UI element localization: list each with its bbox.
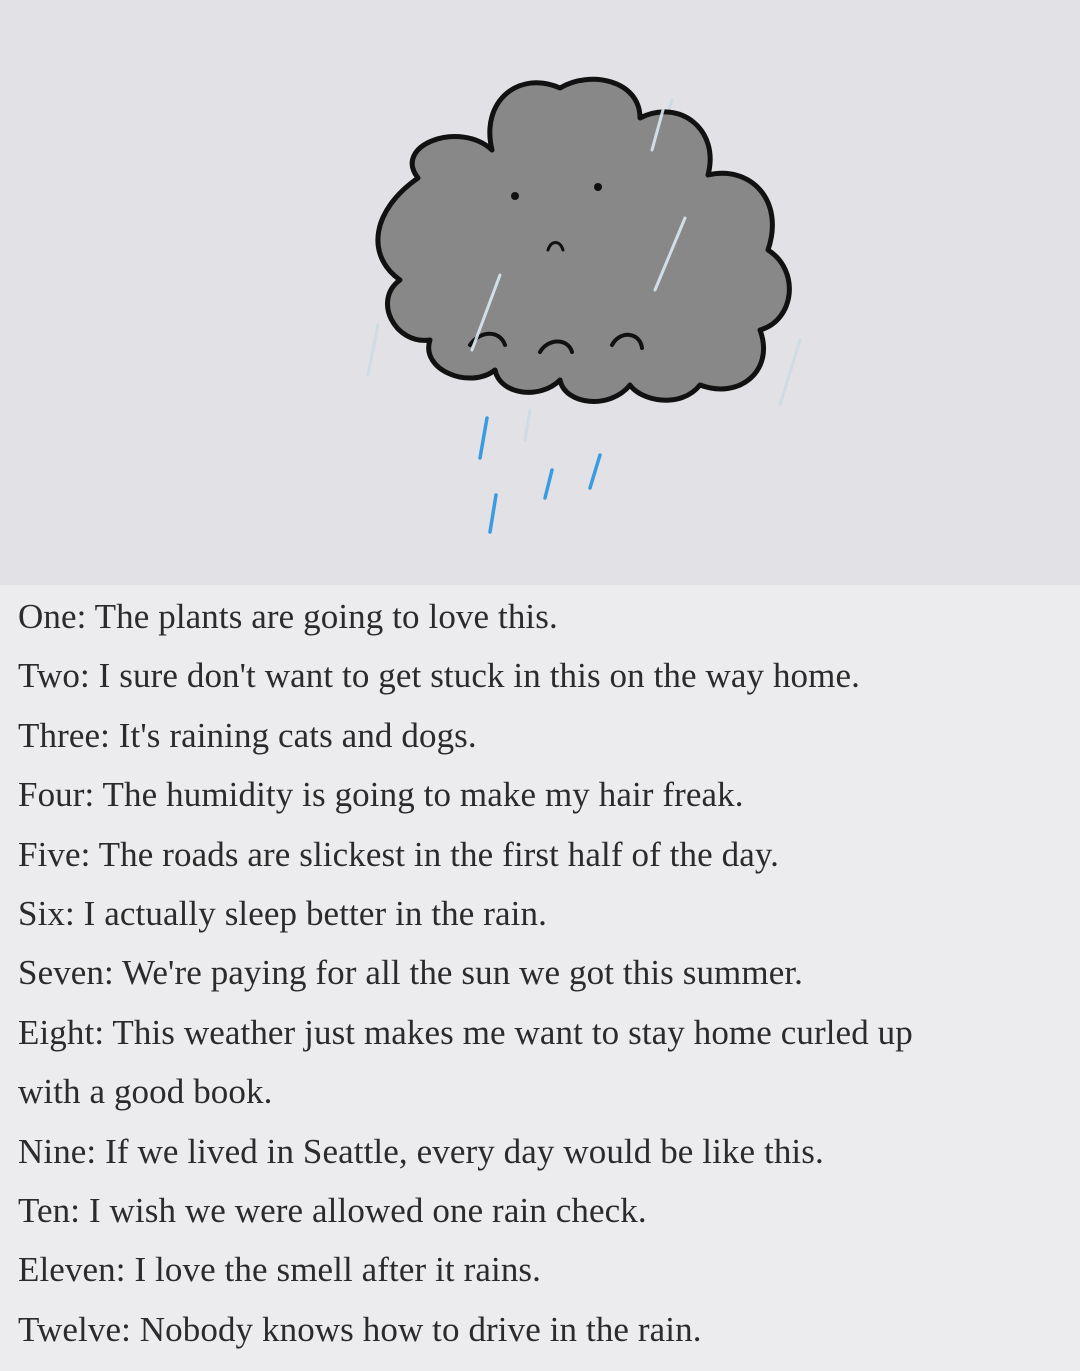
- text-line-twelve: Twelve: Nobody knows how to drive in the rain.: [18, 1309, 702, 1349]
- rain-drops: [480, 418, 600, 532]
- rain-cloud-icon: [0, 0, 1080, 585]
- text-line-five: Five: The roads are slickest in the first half of the day.: [18, 834, 779, 874]
- text-line-eight: Eight: This weather just makes me want to stay home curled up: [18, 1012, 913, 1052]
- text-line-six: Six: I actually sleep better in the rain.: [18, 894, 547, 934]
- text-line-three: Three: It's raining cats and dogs.: [18, 715, 477, 755]
- text-line-eight-continued: with a good book.: [18, 1072, 273, 1112]
- text-line-ten: Ten: I wish we were allowed one rain check.: [18, 1191, 647, 1231]
- text-line-two: Two: I sure don't want to get stuck in this on the way home.: [18, 656, 860, 696]
- cloud-shape: [378, 79, 789, 401]
- text-panel: [0, 585, 1080, 1371]
- text-line-four: Four: The humidity is going to make my hair freak.: [18, 775, 744, 815]
- text-line-one: One: The plants are going to love this.: [18, 597, 558, 636]
- text-line-nine: Nine: If we lived in Seattle, every day would be like this.: [18, 1131, 824, 1171]
- illustration-area: [0, 0, 1080, 585]
- text-line-eleven: Eleven: I love the smell after it rains.: [18, 1250, 541, 1290]
- text-line-seven: Seven: We're paying for all the sun we got this summer.: [18, 953, 804, 993]
